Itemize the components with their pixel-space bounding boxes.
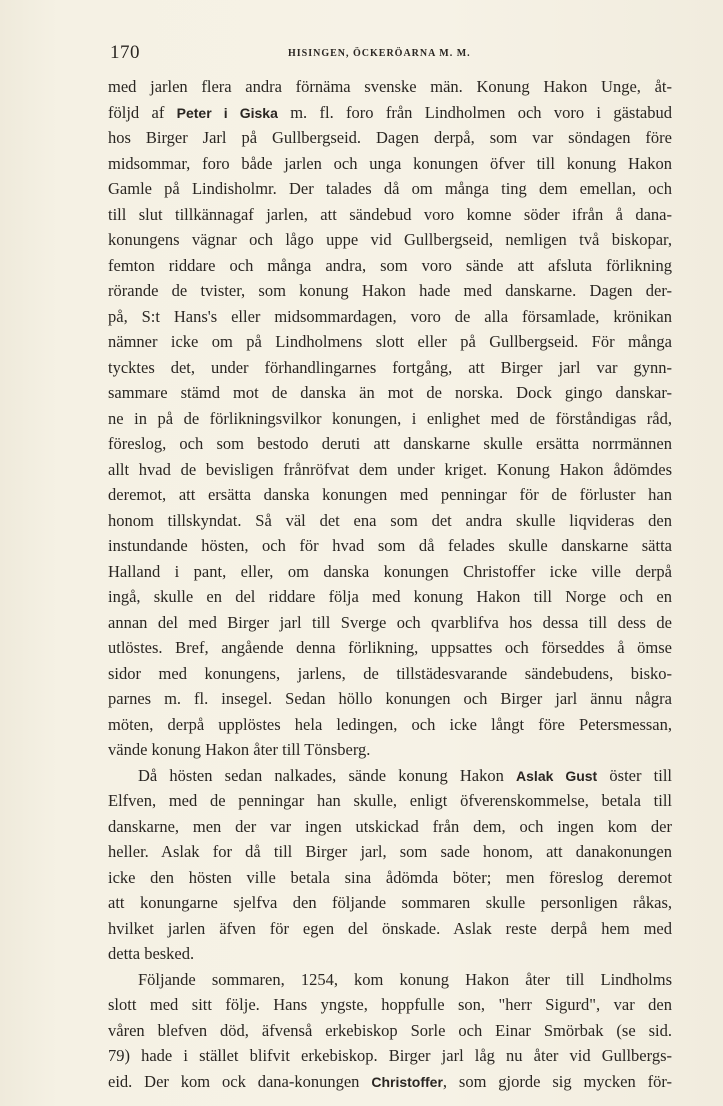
text-line: heller. Aslak for då till Birger jarl, som sade honom, att danakonungen (108, 842, 672, 861)
text-line: deremot, att ersätta danska konungen med penningar för de förluster han (108, 485, 672, 504)
text-line: föreslog, och som bestodo deruti att danskarne skulle ersätta norrmännen (108, 434, 672, 453)
text-line: sidor med konungens, jarlens, de tillstädesvarande sändebudens, bisko- (108, 663, 672, 683)
text-line: vände konung Hakon åter till Tönsberg. (108, 740, 371, 759)
text-line: våren blefven död, äfvenså erkebiskop Sorle och Einar Smörbak (se sid. (108, 1020, 672, 1040)
text-line: icke den hösten ville betala sina ådömda böter; men föreslog deremot (108, 867, 672, 887)
text-line: med jarlen flera andra förnäma svenske män. Konung Hakon Unge, åt- (108, 77, 672, 96)
person-name: Peter i Giska (176, 104, 278, 121)
person-name: Christoffer (371, 1073, 443, 1090)
text-line: 79) hade i stället blifvit erkebiskop. Birger jarl låg nu åter vid Gullbergs- (108, 1046, 672, 1065)
person-name: Aslak Gust (516, 767, 598, 784)
text-line: till slut tillkännagaf jarlen, att sändebud voro komne söder ifrån å dana- (108, 204, 672, 224)
text-fragment: följd af (108, 102, 177, 122)
page-number: 170 (110, 42, 140, 63)
text-line: allt hvad de bevisligen frånröfvat dem under kriget. Konung Hakon ådömdes (108, 459, 672, 479)
text-line: konungens vägnar och lågo uppe vid Gullbergseid, nemligen två biskopar, (108, 230, 672, 249)
text-line: hvilket jarlen äfven för egen del önskade. Aslak reste derpå hem med (108, 918, 672, 938)
text-line: ingå, skulle en del riddare följa med konung Hakon till Norge och en (108, 587, 672, 606)
text-fragment: öster till (597, 765, 672, 785)
text-line: femton riddare och många andra, som voro sände att afsluta förlikning (108, 255, 672, 275)
text-line: på, S:t Hans's eller midsommardagen, voro de alla församlade, krönikan (108, 306, 672, 326)
text-line: honom tillskyndat. Så väl det ena som det andra skulle liqvideras den (108, 510, 672, 530)
text-line: Elfven, med de penningar han skulle, enligt öfverenskommelse, betala till (108, 791, 672, 810)
text-line: Gamle på Lindisholmr. Der talades då om många ting dem emellan, och (108, 179, 672, 198)
text-line: utlöstes. Bref, angående denna förlikning, uppsattes och förseddes å ömse (108, 638, 672, 657)
text-line (108, 100, 672, 126)
text-fragment: eid. Der kom ock dana-konungen (108, 1071, 372, 1091)
text-line: annan del med Birger jarl till Sverge och qvarblifva hos dessa till dess de (108, 612, 672, 632)
text-line: Halland i pant, eller, om danska konungen Christoffer icke ville derpå (108, 561, 672, 581)
text-fragment: , som gjorde sig mycken för- (442, 1071, 672, 1091)
text-fragment: Då hösten sedan nalkades, sände konung Hakon (138, 765, 517, 785)
text-line: rörande de tvister, som konung Hakon hade med danskarne. Dagen der- (108, 281, 672, 300)
text-line: detta besked. (108, 944, 195, 963)
text-line: tycktes det, under förhandlingarnes fortgång, att Birger jarl var gynn- (108, 357, 672, 377)
text-line: möten, derpå upplöstes hela ledingen, och icke långt före Petersmessan, (108, 714, 672, 734)
text-line: instundande hösten, och för hvad som då felades skulle danskarne sätta (108, 536, 672, 555)
text-line: slott med sitt följe. Hans yngste, hoppfulle son, "herr Sigurd", var den (108, 995, 672, 1014)
text-line: sammare stämd mot de danska än mot de norska. Dock gingo danskar- (108, 383, 672, 402)
text-line: hos Birger Jarl på Gullbergseid. Dagen derpå, som var söndagen före (108, 128, 672, 147)
text-line: midsommar, foro både jarlen och unga konungen öfver till konung Hakon (108, 153, 672, 173)
text-line: nämner icke om på Lindholmens slott eller på Gullbergseid. För många (108, 332, 672, 351)
text-line: att konungarne sjelfva den följande sommaren skulle personligen råkas, (108, 893, 672, 912)
running-head: HISINGEN, ÖCKERÖARNA M. M. (288, 48, 471, 59)
text-line (108, 1069, 672, 1095)
body-text (108, 74, 672, 1094)
text-fragment: m. fl. foro från Lindholmen och voro i gästabud (277, 102, 672, 122)
page-header (110, 42, 670, 68)
text-line: parnes m. fl. insegel. Sedan höllo konungen och Birger jarl ännu några (108, 689, 672, 708)
text-line: danskarne, men der var ingen utskickad från dem, och ingen kom der (108, 816, 672, 836)
text-line: ne in på de förlikningsvilkor konungen, i enlighet med de förståndigas råd, (108, 408, 672, 428)
text-line: Följande sommaren, 1254, kom konung Hakon åter till Lindholms (138, 969, 672, 989)
text-line (108, 763, 672, 789)
